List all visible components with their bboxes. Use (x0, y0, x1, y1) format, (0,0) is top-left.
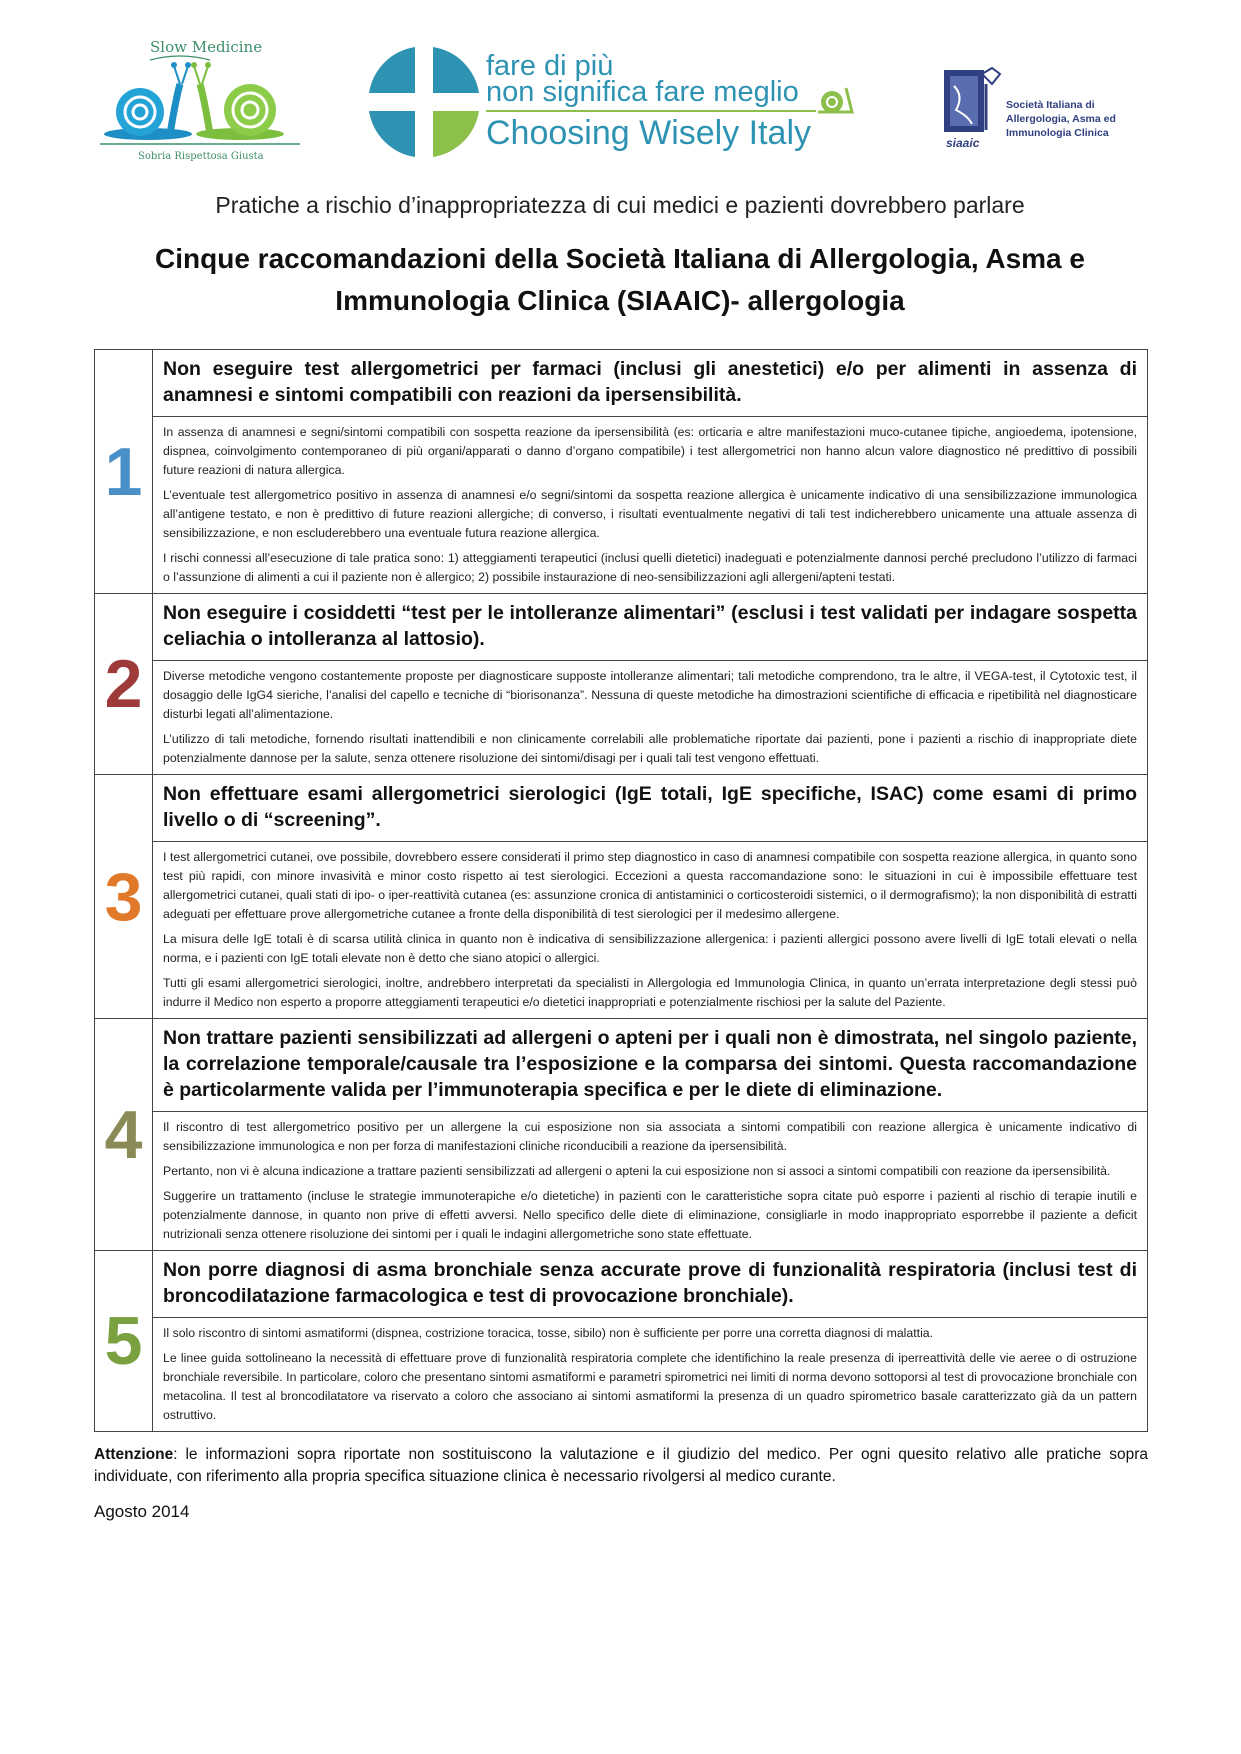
recommendation-heading: Non eseguire i cosiddetti “test per le intolleranze alimentari” (esclusi i test validati per indagare sospetta celiachia o intolleranza al lattosio). (153, 594, 1147, 661)
paragraph: La misura delle IgE totali è di scarsa utilità clinica in quanto non è indicativa di sensibilizzazione allergenica: i pazienti allergici possono avere livelli di IgE totali elevati o nella norma, e i pazienti con IgE totali elevate non è detto che siano atopici o allergici. (163, 932, 1137, 965)
page-subtitle: Pratiche a rischio d’inappropriatezza di cui medici e pazienti dovrebbero parlare (215, 192, 1025, 218)
slow-medicine-logo (100, 38, 310, 168)
recommendation-number: 4 (95, 1019, 153, 1250)
recommendation-heading: Non eseguire test allergometrici per farmaci (inclusi gli anestetici) e/o per alimenti in assenza di anamnesi e sintomi compatibili con reazioni da ipersensibilità. (153, 350, 1147, 417)
recommendation-description (153, 842, 1147, 1018)
recommendation-row-3 (94, 775, 1148, 1019)
recommendations-table (94, 349, 1148, 1432)
slow-medicine-title: Slow Medicine (150, 38, 263, 56)
recommendation-description (153, 1112, 1147, 1250)
recommendation-number: 3 (95, 775, 153, 1018)
header-logos (0, 0, 1241, 175)
recommendation-number: 1 (95, 350, 153, 593)
snails-icon (100, 38, 310, 150)
recommendation-row-4 (94, 1019, 1148, 1251)
recommendation-number: 2 (95, 594, 153, 774)
cw-line1: fare di più (486, 50, 614, 82)
paragraph: Tutti gli esami allergometrici sierologici, inoltre, andrebbero interpretati da specialisti in Allergologia ed Immunologia Clinica, in quanto un’errata interpretazione degli stessi può indurre il Medico non esperto a proporre atteggiamenti terapeutici e/o dietetici inappropriati e potenzialmente rischiosi per la salute del Paziente. (163, 976, 1137, 1009)
disclaimer-label: Attenzione (94, 1446, 174, 1463)
siaaic-logo (942, 66, 1142, 156)
paragraph: Il riscontro di test allergometrico positivo per un allergene la cui esposizione non sia associata a sintomi compatibili con reazione allergica è unicamente indicativo di sensibilizzazione immunologica e non per forza di manifestazioni cliniche riconducibili a reazione da ipersensibilità. (163, 1120, 1137, 1153)
recommendation-row-5 (94, 1251, 1148, 1432)
recommendation-heading: Non effettuare esami allergometrici sierologici (IgE totali, IgE specifiche, ISAC) come esami di primo livello o di “screening”. (153, 775, 1147, 842)
paragraph: I rischi connessi all’esecuzione di tale pratica sono: 1) atteggiamenti terapeutici (inclusi quelli dietetici) inadeguati e potenzialmente dannosi perché precludono l’utilizzo di farmaci o l’assunzione di alimenti a cui il paziente non è allergico; 2) possibile instaurazione di neo-sensibilizzazioni agli allergeni/apteni testati. (163, 551, 1137, 584)
publication-date: Agosto 2014 (94, 1502, 190, 1521)
paragraph: Pertanto, non vi è alcuna indicazione a trattare pazienti sensibilizzati ad allergeni o apteni la cui esposizione non si associ a sintomi compatibili con reazione da ipersensibilità. (163, 1164, 1111, 1178)
disclaimer-text: : le informazioni sopra riportate non sostituiscono la valutazione e il giudizio del medico. Per ogni quesito relativo alle pratiche sopra individuate, con riferimento alla propria specifica situazione clinica è necessario rivolgersi al medico curante. (94, 1446, 1148, 1485)
choosing-wisely-logo (368, 46, 908, 164)
recommendation-heading: Non porre diagnosi di asma bronchiale senza accurate prove di funzionalità respiratoria (inclusi test di broncodilatazione farmacologica e test di provocazione bronchiale). (153, 1251, 1147, 1318)
paragraph: L’eventuale test allergometrico positivo in assenza di anamnesi e/o segni/sintomi da sospetta reazione allergica è unicamente indicativo di una sensibilizzazione immunologica all’antigene testato, e non è predittivo di future reazioni allergiche; di converso, i risultati eventualmente negativi di tali test indicherebbero unicamente una attuale assenza di sensibilizzazione, e non escluderebbero una eventuale futura reazione allergica. (163, 488, 1137, 540)
recommendation-row-1 (94, 349, 1148, 594)
paragraph: Suggerire un trattamento (incluse le strategie immunoterapiche e/o dietetiche) in pazienti con le caratteristiche sopra citate può esporre i pazienti al rischio di terapie inutili e potenzialmente dannose, in quanto non prive di effetti avversi. Nello specifico delle diete di eliminazione, consigliarle in modo inappropriato esporrebbe il paziente a deficit nutrizionali senza ottenere risoluzione dei sintomi per i quali le indagini allergometriche sono state effettuate. (163, 1189, 1137, 1241)
paragraph: Le linee guida sottolineano la necessità di effettuare prove di funzionalità respiratoria complete che identifichino la reale presenza di iperreattività delle vie aeree o di ostruzione bronchiale reversibile. In particolare, coloro che presentano sintomi asmatiformi e parametri spirometrici nei limiti di norma devono sottoporsi al test di provocazione bronchiale con metacolina. Il test al broncodilatatore va riservato a coloro che associano ai sintomi asmatiformi la presenza di un quadro spirometrico basale caratterizzato già da un pattern ostruttivo. (163, 1351, 1137, 1422)
cross-icon (368, 46, 480, 158)
recommendation-description (153, 1318, 1147, 1431)
recommendation-description (153, 417, 1147, 593)
disclaimer-note (94, 1444, 1148, 1488)
page-title: Cinque raccomandazioni della Società Italiana di Allergologia, Asma e Immunologia Clinica (SIAAIC)- allergologia (155, 243, 1085, 316)
recommendation-row-2 (94, 594, 1148, 775)
siaaic-abbr: siaaic (946, 136, 980, 150)
paragraph: L’utilizzo di tali metodiche, fornendo risultati inattendibili e non clinicamente correlabili alle problematiche riportate dai pazienti, pone i pazienti a rischio di inappropriate diete potenzialmente dannose per la salute, senza ottenere risoluzione dei sintomi/disagi per i quali tali test vengono effettuati. (163, 732, 1137, 765)
paragraph: In assenza di anamnesi e segni/sintomi compatibili con sospetta reazione da ipersensibilità (es: orticaria e altre manifestazioni muco-cutanee tipiche, angioedema, ipotensione, dispnea, coinvolgimento contemporaneo di più organi/apparati o danno d’organo compatibile) i test allergometrici non hanno alcun valore diagnostico né predittivo di possibili future reazioni di natura allergica. (163, 425, 1137, 477)
slow-medicine-tagline: Sobria Rispettosa Giusta (138, 151, 264, 162)
cw-line2: non significa fare meglio (486, 76, 799, 108)
cw-line3: Choosing Wisely Italy (486, 114, 812, 152)
siaaic-emblem-icon (942, 66, 1004, 136)
recommendation-description (153, 661, 1147, 774)
paragraph: Diverse metodiche vengono costantemente proposte per diagnosticare supposte intolleranze alimentari; tali metodiche comprendono, tra le altre, il VEGA-test, il Cytotoxic test, il dosaggio delle IgG4 sieriche, l’analisi del capello e tecniche di “biorisonanza”. Nessuna di queste metodiche ha dimostrazioni scientifiche di efficacia e ripetibilità nel diagnosticare disturbi legati all’alimentazione. (163, 669, 1137, 721)
recommendation-heading: Non trattare pazienti sensibilizzati ad allergeni o apteni per i quali non è dimostrata, nel singolo paziente, la correlazione temporale/causale tra l’esposizione e la comparsa dei sintomi. Questa raccomandazione è particolarmente valida per l’immunoterapia specifica e per le diete di eliminazione. (153, 1019, 1147, 1112)
recommendation-number: 5 (95, 1251, 153, 1431)
siaaic-name: Società Italiana di Allergologia, Asma ed Immunologia Clinica (1006, 99, 1116, 139)
paragraph: Il solo riscontro di sintomi asmatiformi (dispnea, costrizione toracica, tosse, sibilo) non è sufficiente per porre una corretta diagnosi di malattia. (163, 1326, 934, 1340)
cw-divider (486, 110, 816, 112)
snail-icon (816, 82, 856, 114)
paragraph: I test allergometrici cutanei, ove possibile, dovrebbero essere considerati il primo step diagnostico in caso di anamnesi compatibile con sospetta reazione allergica, in quanto sono test più rapidi, con minore invasività e minor costo rispetto ai test sierologici. Eccezioni a questa raccomandazione sono: le situazioni in cui è impossibile effettuare test allergometrici cutanei, quali stati di ipo- o iper-reattività cutanea (es: assunzione cronica di antistaminici o corticosteroidi sistemici, o il dermografismo); la non disponibilità di estratti adeguati per effettuare prove allergometriche cutanee a fronte della disponibilità di test sierologici per il medesimo allergene. (163, 850, 1137, 921)
